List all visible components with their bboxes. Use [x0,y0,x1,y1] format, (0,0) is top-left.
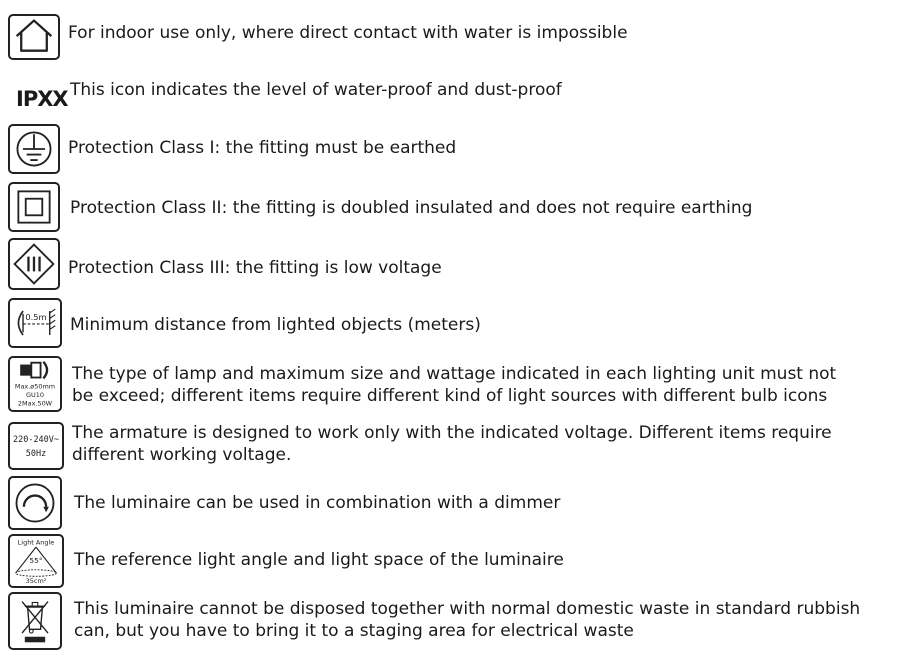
voltage-icon [8,422,64,470]
lamp-size-label: Max.ø50mm [14,382,56,391]
item-text: Protection Class II: the fitting is doubled insulated and does not require earthing [70,198,753,218]
light-angle-title: Light Angle [17,538,55,547]
item-text: The luminaire can be used in combination with a dimmer [74,493,561,513]
ipxx-icon [8,76,68,124]
house-icon [8,14,60,60]
voltage-label: 220-240V~ [12,435,60,445]
item-text: be exceed; different items require different kind of light sources with different bulb icons [72,386,828,406]
angle-value: 55° [29,555,43,565]
item-text: different working voltage. [72,445,292,465]
double-square-icon [8,182,60,232]
lamp-socket-label: GU10 [26,390,44,399]
class-three-diamond-icon [8,238,60,290]
light-angle-icon [8,534,64,588]
item-text: The armature is designed to work only with the indicated voltage. Different items require [72,423,832,443]
lamp-type-icon [8,356,62,412]
lamp-wattage-label: 2Max.50W [17,399,53,408]
item-text: can, but you have to bring it to a staging area for electrical waste [74,621,634,641]
dimmer-icon [8,476,62,530]
frequency-label: 50Hz [25,449,47,459]
item-text: This luminaire cannot be disposed together with normal domestic waste in standard rubbish [74,599,861,619]
item-text: Minimum distance from lighted objects (meters) [70,315,481,335]
item-text: This icon indicates the level of water-proof and dust-proof [70,80,562,100]
distance-label: 0.5m [25,312,47,323]
item-text: The type of lamp and maximum size and wattage indicated in each lighting unit must not [72,364,837,384]
item-text: For indoor use only, where direct contact with water is impossible [68,23,628,43]
item-text: The reference light angle and light space of the luminaire [74,550,564,570]
crossed-bin-icon [8,592,62,650]
item-text: Protection Class III: the fitting is low voltage [68,258,442,278]
minimum-distance-icon [8,298,62,348]
earth-ground-icon [8,124,60,174]
light-space-value: 35cm² [25,577,47,586]
ipxx-label: IPXX [16,87,68,111]
item-text: Protection Class I: the fitting must be earthed [68,138,457,158]
